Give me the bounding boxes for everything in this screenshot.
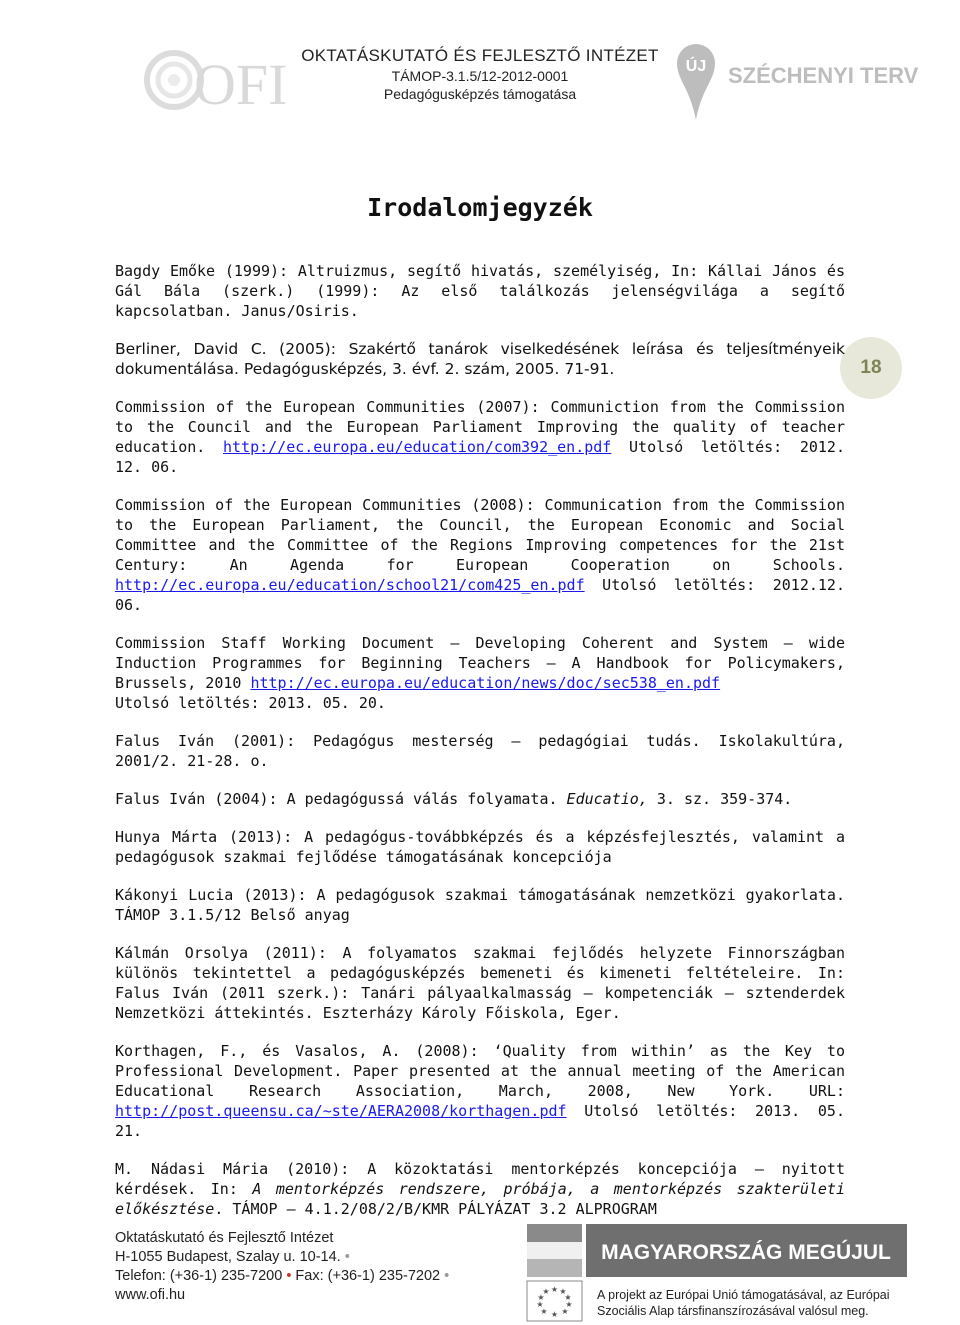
svg-text:★: ★ bbox=[540, 1307, 548, 1316]
bullet-icon: • bbox=[286, 1268, 292, 1284]
reference-link[interactable]: http://ec.europa.eu/education/news/doc/sec538_en.pdf bbox=[250, 674, 721, 692]
reference-journal: Educatio, bbox=[566, 790, 648, 808]
header-project-code: TÁMOP-3.1.5/12-2012-0001 bbox=[391, 68, 569, 84]
reference-item: Hunya Márta (2013): A pedagógus-továbbképzés és a képzésfejlesztés, valamint a pedagógusok szakmai fejlődése támogatásának koncepciója bbox=[115, 828, 845, 866]
reference-text: Commission of the European Communities (2007): Communiction from the Commission to the Council and the European Parliament Improving the quality of teacher education. bbox=[115, 398, 845, 456]
eu-note-line: A projekt az Európai Unió támogatásával, az Európai bbox=[597, 1288, 890, 1302]
reference-item bbox=[115, 1041, 845, 1141]
reference-text: Falus Iván (2004): A pedagógussá válás folyamata. bbox=[115, 790, 567, 808]
svg-text:★: ★ bbox=[550, 1310, 559, 1319]
reference-text: Commission Staff Working Document – Developing Coherent and System – wide Induction Programmes for Beginning Teachers – A Handbook for Policymakers, Brussels, 2010 bbox=[115, 634, 845, 692]
svg-text:SZÉCHENYI TERV: SZÉCHENYI TERV bbox=[728, 63, 919, 88]
szechenyi-terv-logo bbox=[676, 42, 926, 127]
reference-tail: 3. sz. 359-374. bbox=[647, 790, 793, 808]
reference-item: Berliner, David C. (2005): Szakértő tanárok viselkedésének leírása és teljesítményeik dokumentálása. Pedagógusképzés, 3. évf. 2. szám, 2005. 71-91. bbox=[115, 340, 845, 378]
reference-item bbox=[115, 495, 845, 615]
header-project-name: Pedagógusképzés támogatása bbox=[383, 86, 577, 102]
svg-text:★: ★ bbox=[537, 1293, 545, 1302]
reference-item bbox=[115, 789, 845, 809]
reference-item: Kálmán Orsolya (2011): A folyamatos szakmai fejlődés helyzete Finnországban különös tekintettel a pedagógusképzés bemeneti és kimeneti feltételeire. In: Falus Iván (2011 szerk.): Tanári pályaalkalmasság – kompetenciák – sztenderdek Nemzetközi áttekintés. Eszterházy Károly Főiskola, Eger. bbox=[115, 944, 845, 1022]
svg-text:★: ★ bbox=[564, 1293, 572, 1302]
bullet-icon: • bbox=[444, 1268, 450, 1284]
svg-text:★: ★ bbox=[561, 1307, 569, 1316]
reference-text: M. Nádasi Mária (2010): A közoktatási mentorképzés koncepciója – nyitott kérdések. In: bbox=[115, 1160, 845, 1198]
reference-tail: Utolsó letöltés: 2013. 05. 21. bbox=[115, 1102, 845, 1140]
eu-note-line: Szociális Alap társfinanszírozásával valósul meg. bbox=[597, 1304, 869, 1318]
reference-list bbox=[115, 261, 845, 1237]
reference-tail: Utolsó letöltés: 2012. 12. 06. bbox=[115, 438, 845, 476]
reference-link[interactable]: http://ec.europa.eu/education/school21/com425_en.pdf bbox=[115, 576, 585, 594]
reference-item bbox=[115, 397, 845, 477]
page-number-badge: 18 bbox=[840, 337, 902, 399]
svg-text:★: ★ bbox=[542, 1287, 550, 1296]
ofi-logo bbox=[142, 44, 288, 117]
footer-address-line bbox=[115, 1249, 350, 1265]
footer-address: H-1055 Budapest, Szalay u. 10-14. bbox=[115, 1249, 341, 1265]
header-org-name: OKTATÁSKUTATÓ ÉS FEJLESZTŐ INTÉZET bbox=[301, 46, 659, 65]
reference-item: Bagdy Emőke (1999): Altruizmus, segítő hivatás, személyiség, In: Kállai János és Gál Bála (szerk.) (1999): Az első találkozás jelenségvilága a segítő kapcsolatban. Janus/Osiris. bbox=[115, 262, 845, 320]
reference-tail: Utolsó letöltés: 2012.12. 06. bbox=[115, 576, 845, 614]
bullet-icon: • bbox=[344, 1249, 350, 1265]
reference-tail: Utolsó letöltés: 2013. 05. 20. bbox=[115, 694, 386, 712]
reference-item: Falus Iván (2001): Pedagógus mesterség – pedagógiai tudás. Iskolakultúra, 2001/2. 21-28. o. bbox=[115, 732, 845, 770]
reference-item bbox=[115, 1159, 845, 1219]
svg-text:OFI: OFI bbox=[194, 52, 288, 117]
svg-text:★: ★ bbox=[536, 1300, 544, 1309]
reference-link[interactable]: http://post.queensu.ca/~ste/AERA2008/korthagen.pdf bbox=[115, 1102, 567, 1120]
footer-web[interactable]: www.ofi.hu bbox=[115, 1287, 186, 1303]
eu-funding-note bbox=[597, 1287, 907, 1319]
svg-text:★: ★ bbox=[559, 1287, 567, 1296]
reference-item bbox=[115, 633, 845, 713]
reference-book-title: A mentorképzés rendszere, próbája, a mentorképzés szakterületi előkésztése bbox=[115, 1180, 845, 1218]
reference-text: Korthagen, F., és Vasalos, A. (2008): ‘Quality from within’ as the Key to Professional Development. Paper presented at the annual meeting of the American Educational Research Association, March, 2008, New York. URL: bbox=[115, 1042, 845, 1100]
footer-fax: Fax: (+36-1) 235-7202 bbox=[295, 1268, 441, 1284]
footer-org: Oktatáskutató és Fejlesztő Intézet bbox=[115, 1230, 334, 1246]
footer-contact-line bbox=[115, 1268, 449, 1284]
svg-text:★: ★ bbox=[550, 1285, 559, 1294]
svg-text:MAGYARORSZÁG MEGÚJUL: MAGYARORSZÁG MEGÚJUL bbox=[601, 1241, 891, 1264]
svg-text:ÚJ: ÚJ bbox=[685, 58, 707, 75]
svg-text:★: ★ bbox=[565, 1300, 573, 1309]
footer-phone: Telefon: (+36-1) 235-7200 bbox=[115, 1268, 283, 1284]
reference-link[interactable]: http://ec.europa.eu/education/com392_en.pdf bbox=[223, 438, 612, 456]
reference-text: Commission of the European Communities (2008): Communication from the Commission to the European Parliament, the Council, the European Economic and Social Committee and the Committee of the Regions Improving competences for the 21st Century: An Agenda for European Cooperation on Schools. bbox=[115, 496, 845, 574]
reference-tail: . TÁMOP – 4.1.2/08/2/B/KMR PÁLYÁZAT 3.2 ALPROGRAM bbox=[214, 1200, 657, 1218]
reference-item: Kákonyi Lucia (2013): A pedagógusok szakmai támogatásának nemzetközi gyakorlata. TÁMOP 3.1.5/12 Belső anyag bbox=[115, 886, 845, 924]
page-title: Irodalomjegyzék bbox=[367, 193, 593, 222]
